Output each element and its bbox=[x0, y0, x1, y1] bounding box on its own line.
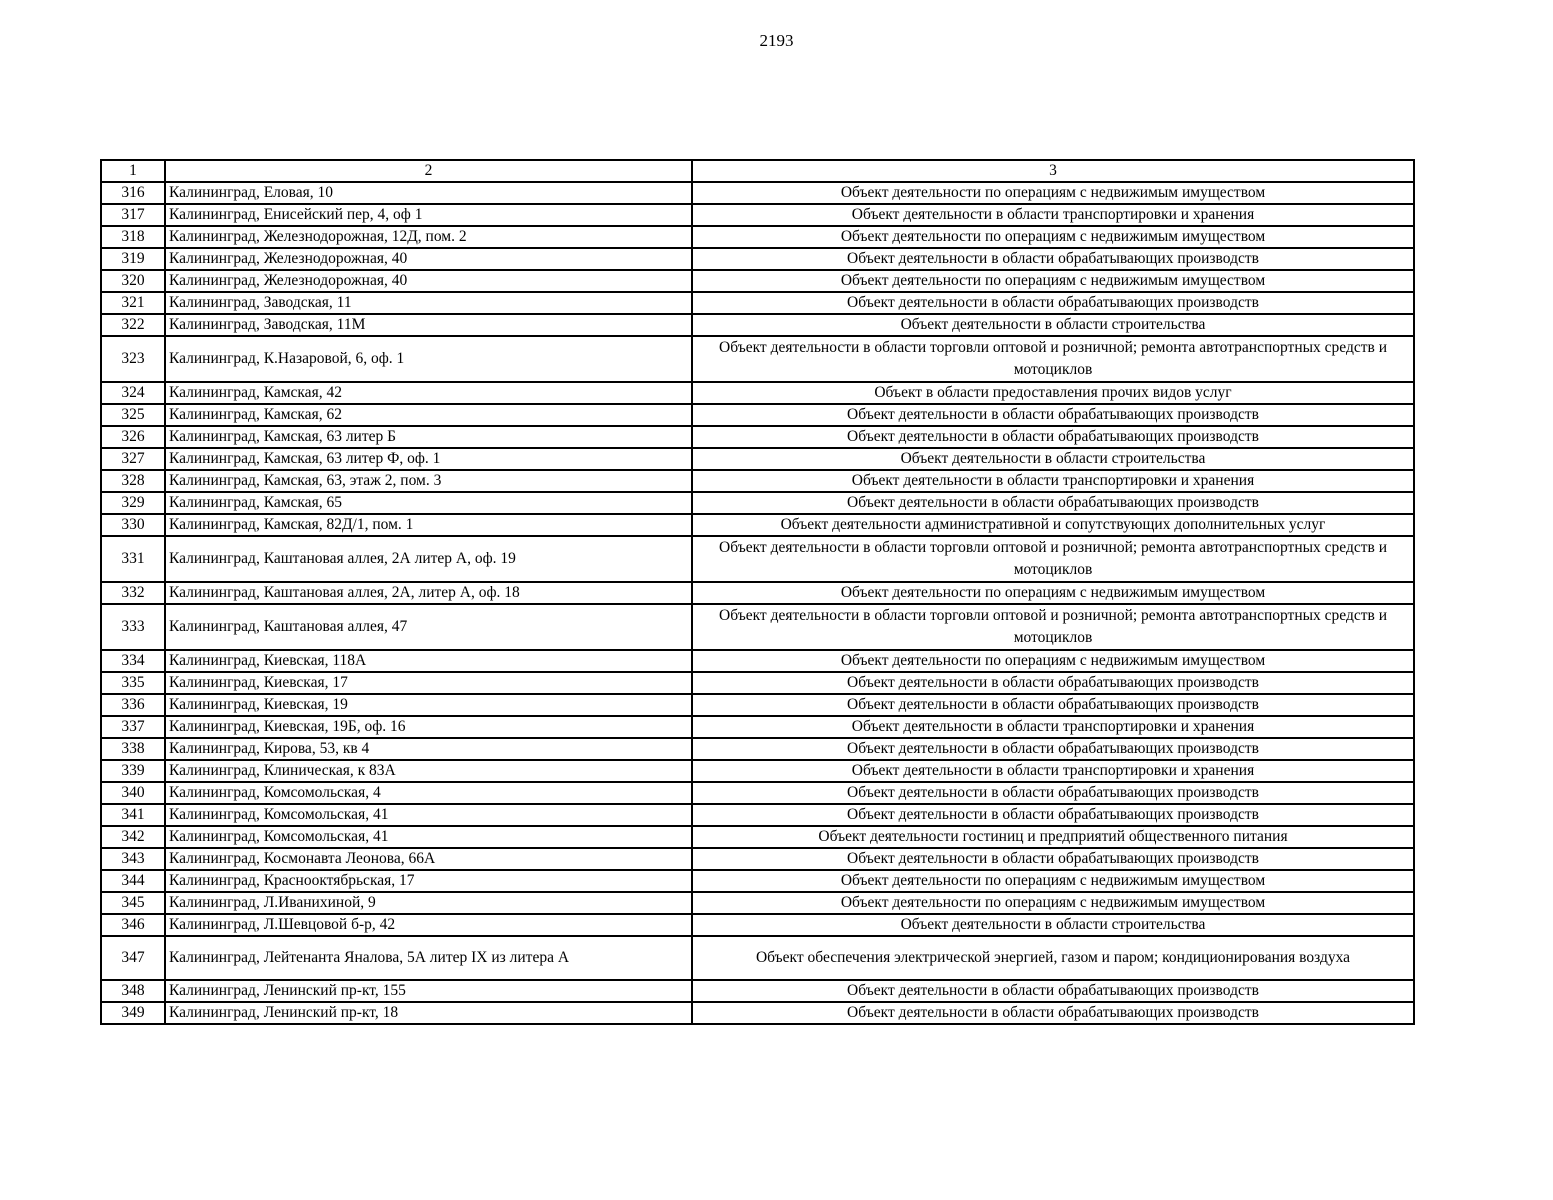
row-number-cell: 338 bbox=[101, 738, 165, 760]
row-number-cell: 337 bbox=[101, 716, 165, 738]
column-header-3: 3 bbox=[692, 160, 1414, 182]
activity-cell: Объект деятельности в области обрабатывающих производств bbox=[692, 292, 1414, 314]
address-cell: Калининград, Киевская, 19 bbox=[165, 694, 692, 716]
row-number-cell: 347 bbox=[101, 936, 165, 980]
activity-cell: Объект деятельности в области строительства bbox=[692, 448, 1414, 470]
table-row bbox=[101, 382, 1414, 404]
row-number-cell: 317 bbox=[101, 204, 165, 226]
row-number-cell: 321 bbox=[101, 292, 165, 314]
address-cell: Калининград, Енисейский пер, 4, оф 1 bbox=[165, 204, 692, 226]
table-row bbox=[101, 848, 1414, 870]
activity-cell: Объект деятельности в области обрабатывающих производств bbox=[692, 1002, 1414, 1024]
table-row bbox=[101, 248, 1414, 270]
row-number-cell: 324 bbox=[101, 382, 165, 404]
address-cell: Калининград, Каштановая аллея, 2А, литер А, оф. 18 bbox=[165, 582, 692, 604]
address-cell: Калининград, Киевская, 19Б, оф. 16 bbox=[165, 716, 692, 738]
row-number-cell: 323 bbox=[101, 336, 165, 382]
address-cell: Калининград, К.Назаровой, 6, оф. 1 bbox=[165, 336, 692, 382]
activity-cell: Объект деятельности по операциям с недвижимым имуществом bbox=[692, 270, 1414, 292]
table-row bbox=[101, 914, 1414, 936]
table-row bbox=[101, 204, 1414, 226]
row-number-cell: 339 bbox=[101, 760, 165, 782]
activity-cell: Объект деятельности в области строительства bbox=[692, 314, 1414, 336]
activity-cell: Объект обеспечения электрической энергией, газом и паром; кондиционирования воздуха bbox=[692, 936, 1414, 980]
address-cell: Калининград, Камская, 63, этаж 2, пом. 3 bbox=[165, 470, 692, 492]
row-number-cell: 332 bbox=[101, 582, 165, 604]
address-cell: Калининград, Заводская, 11 bbox=[165, 292, 692, 314]
registry-table bbox=[100, 159, 1415, 1025]
activity-cell: Объект деятельности в области обрабатывающих производств bbox=[692, 404, 1414, 426]
table-row bbox=[101, 892, 1414, 914]
activity-cell: Объект деятельности по операциям с недвижимым имуществом bbox=[692, 870, 1414, 892]
activity-cell: Объект в области предоставления прочих видов услуг bbox=[692, 382, 1414, 404]
activity-cell: Объект деятельности по операциям с недвижимым имуществом bbox=[692, 650, 1414, 672]
activity-cell: Объект деятельности в области обрабатывающих производств bbox=[692, 426, 1414, 448]
activity-cell: Объект деятельности по операциям с недвижимым имуществом bbox=[692, 182, 1414, 204]
table-row bbox=[101, 870, 1414, 892]
address-cell: Калининград, Клиническая, к 83А bbox=[165, 760, 692, 782]
page-number: 2193 bbox=[759, 31, 794, 50]
row-number-cell: 348 bbox=[101, 980, 165, 1002]
row-number-cell: 349 bbox=[101, 1002, 165, 1024]
activity-cell: Объект деятельности в области обрабатывающих производств bbox=[692, 804, 1414, 826]
table-row bbox=[101, 292, 1414, 314]
activity-cell: Объект деятельности в области транспортировки и хранения bbox=[692, 204, 1414, 226]
address-cell: Калининград, Кирова, 53, кв 4 bbox=[165, 738, 692, 760]
address-cell: Калининград, Краснооктябрьская, 17 bbox=[165, 870, 692, 892]
table-body bbox=[101, 160, 1414, 1024]
activity-cell: Объект деятельности в области обрабатывающих производств bbox=[692, 738, 1414, 760]
table-row bbox=[101, 826, 1414, 848]
address-cell: Калининград, Железнодорожная, 40 bbox=[165, 270, 692, 292]
activity-cell: Объект деятельности в области транспортировки и хранения bbox=[692, 470, 1414, 492]
table-row bbox=[101, 582, 1414, 604]
address-cell: Калининград, Камская, 65 bbox=[165, 492, 692, 514]
address-cell: Калининград, Заводская, 11М bbox=[165, 314, 692, 336]
row-number-cell: 327 bbox=[101, 448, 165, 470]
table-row bbox=[101, 604, 1414, 650]
activity-cell: Объект деятельности в области строительства bbox=[692, 914, 1414, 936]
row-number-cell: 334 bbox=[101, 650, 165, 672]
row-number-cell: 326 bbox=[101, 426, 165, 448]
address-cell: Калининград, Железнодорожная, 40 bbox=[165, 248, 692, 270]
table-row bbox=[101, 650, 1414, 672]
table-row bbox=[101, 738, 1414, 760]
table-row bbox=[101, 980, 1414, 1002]
activity-cell: Объект деятельности по операциям с недвижимым имуществом bbox=[692, 226, 1414, 248]
activity-cell: Объект деятельности в области транспортировки и хранения bbox=[692, 716, 1414, 738]
address-cell: Калининград, Ленинский пр-кт, 155 bbox=[165, 980, 692, 1002]
table-row bbox=[101, 782, 1414, 804]
row-number-cell: 330 bbox=[101, 514, 165, 536]
activity-cell: Объект деятельности в области обрабатывающих производств bbox=[692, 672, 1414, 694]
address-cell: Калининград, Комсомольская, 41 bbox=[165, 804, 692, 826]
row-number-cell: 335 bbox=[101, 672, 165, 694]
address-cell: Калининград, Камская, 62 bbox=[165, 404, 692, 426]
activity-cell: Объект деятельности в области торговли оптовой и розничной; ремонта автотранспортных средств и мотоциклов bbox=[692, 604, 1414, 650]
table-row bbox=[101, 448, 1414, 470]
address-cell: Калининград, Каштановая аллея, 2А литер А, оф. 19 bbox=[165, 536, 692, 582]
row-number-cell: 344 bbox=[101, 870, 165, 892]
activity-cell: Объект деятельности административной и сопутствующих дополнительных услуг bbox=[692, 514, 1414, 536]
row-number-cell: 341 bbox=[101, 804, 165, 826]
address-cell: Калининград, Камская, 63 литер Ф, оф. 1 bbox=[165, 448, 692, 470]
table-row bbox=[101, 936, 1414, 980]
table-row bbox=[101, 426, 1414, 448]
row-number-cell: 346 bbox=[101, 914, 165, 936]
table-row bbox=[101, 470, 1414, 492]
address-cell: Калининград, Комсомольская, 4 bbox=[165, 782, 692, 804]
table-row bbox=[101, 514, 1414, 536]
table-row bbox=[101, 1002, 1414, 1024]
row-number-cell: 322 bbox=[101, 314, 165, 336]
address-cell: Калининград, Космонавта Леонова, 66А bbox=[165, 848, 692, 870]
address-cell: Калининград, Камская, 42 bbox=[165, 382, 692, 404]
address-cell: Калининград, Комсомольская, 41 bbox=[165, 826, 692, 848]
table-row bbox=[101, 336, 1414, 382]
address-cell: Калининград, Лейтенанта Яналова, 5А литер IX из литера А bbox=[165, 936, 692, 980]
table-row bbox=[101, 182, 1414, 204]
row-number-cell: 333 bbox=[101, 604, 165, 650]
row-number-cell: 329 bbox=[101, 492, 165, 514]
table-row bbox=[101, 314, 1414, 336]
address-cell: Калининград, Киевская, 118А bbox=[165, 650, 692, 672]
address-cell: Калининград, Каштановая аллея, 47 bbox=[165, 604, 692, 650]
row-number-cell: 340 bbox=[101, 782, 165, 804]
activity-cell: Объект деятельности по операциям с недвижимым имуществом bbox=[692, 892, 1414, 914]
address-cell: Калининград, Железнодорожная, 12Д, пом. 2 bbox=[165, 226, 692, 248]
activity-cell: Объект деятельности в области обрабатывающих производств bbox=[692, 694, 1414, 716]
table-row bbox=[101, 226, 1414, 248]
row-number-cell: 328 bbox=[101, 470, 165, 492]
address-cell: Калининград, Камская, 63 литер Б bbox=[165, 426, 692, 448]
table-row bbox=[101, 694, 1414, 716]
row-number-cell: 336 bbox=[101, 694, 165, 716]
row-number-cell: 325 bbox=[101, 404, 165, 426]
address-cell: Калининград, Еловая, 10 bbox=[165, 182, 692, 204]
table-row bbox=[101, 492, 1414, 514]
column-header-1: 1 bbox=[101, 160, 165, 182]
address-cell: Калининград, Л.Шевцовой б-р, 42 bbox=[165, 914, 692, 936]
activity-cell: Объект деятельности в области обрабатывающих производств bbox=[692, 980, 1414, 1002]
address-cell: Калининград, Ленинский пр-кт, 18 bbox=[165, 1002, 692, 1024]
row-number-cell: 345 bbox=[101, 892, 165, 914]
activity-cell: Объект деятельности в области обрабатывающих производств bbox=[692, 848, 1414, 870]
row-number-cell: 331 bbox=[101, 536, 165, 582]
table-row bbox=[101, 270, 1414, 292]
address-cell: Калининград, Киевская, 17 bbox=[165, 672, 692, 694]
activity-cell: Объект деятельности в области обрабатывающих производств bbox=[692, 248, 1414, 270]
table-row bbox=[101, 760, 1414, 782]
activity-cell: Объект деятельности по операциям с недвижимым имуществом bbox=[692, 582, 1414, 604]
row-number-cell: 319 bbox=[101, 248, 165, 270]
activity-cell: Объект деятельности в области обрабатывающих производств bbox=[692, 782, 1414, 804]
row-number-cell: 343 bbox=[101, 848, 165, 870]
row-number-cell: 320 bbox=[101, 270, 165, 292]
table-row bbox=[101, 716, 1414, 738]
table-row bbox=[101, 804, 1414, 826]
table-header-row bbox=[101, 160, 1414, 182]
activity-cell: Объект деятельности в области торговли оптовой и розничной; ремонта автотранспортных средств и мотоциклов bbox=[692, 536, 1414, 582]
address-cell: Калининград, Камская, 82Д/1, пом. 1 bbox=[165, 514, 692, 536]
table-row bbox=[101, 672, 1414, 694]
table-row bbox=[101, 404, 1414, 426]
table-row bbox=[101, 536, 1414, 582]
activity-cell: Объект деятельности в области торговли оптовой и розничной; ремонта автотранспортных средств и мотоциклов bbox=[692, 336, 1414, 382]
column-header-2: 2 bbox=[165, 160, 692, 182]
row-number-cell: 316 bbox=[101, 182, 165, 204]
row-number-cell: 342 bbox=[101, 826, 165, 848]
activity-cell: Объект деятельности в области обрабатывающих производств bbox=[692, 492, 1414, 514]
row-number-cell: 318 bbox=[101, 226, 165, 248]
activity-cell: Объект деятельности в области транспортировки и хранения bbox=[692, 760, 1414, 782]
activity-cell: Объект деятельности гостиниц и предприятий общественного питания bbox=[692, 826, 1414, 848]
address-cell: Калининград, Л.Иванихиной, 9 bbox=[165, 892, 692, 914]
